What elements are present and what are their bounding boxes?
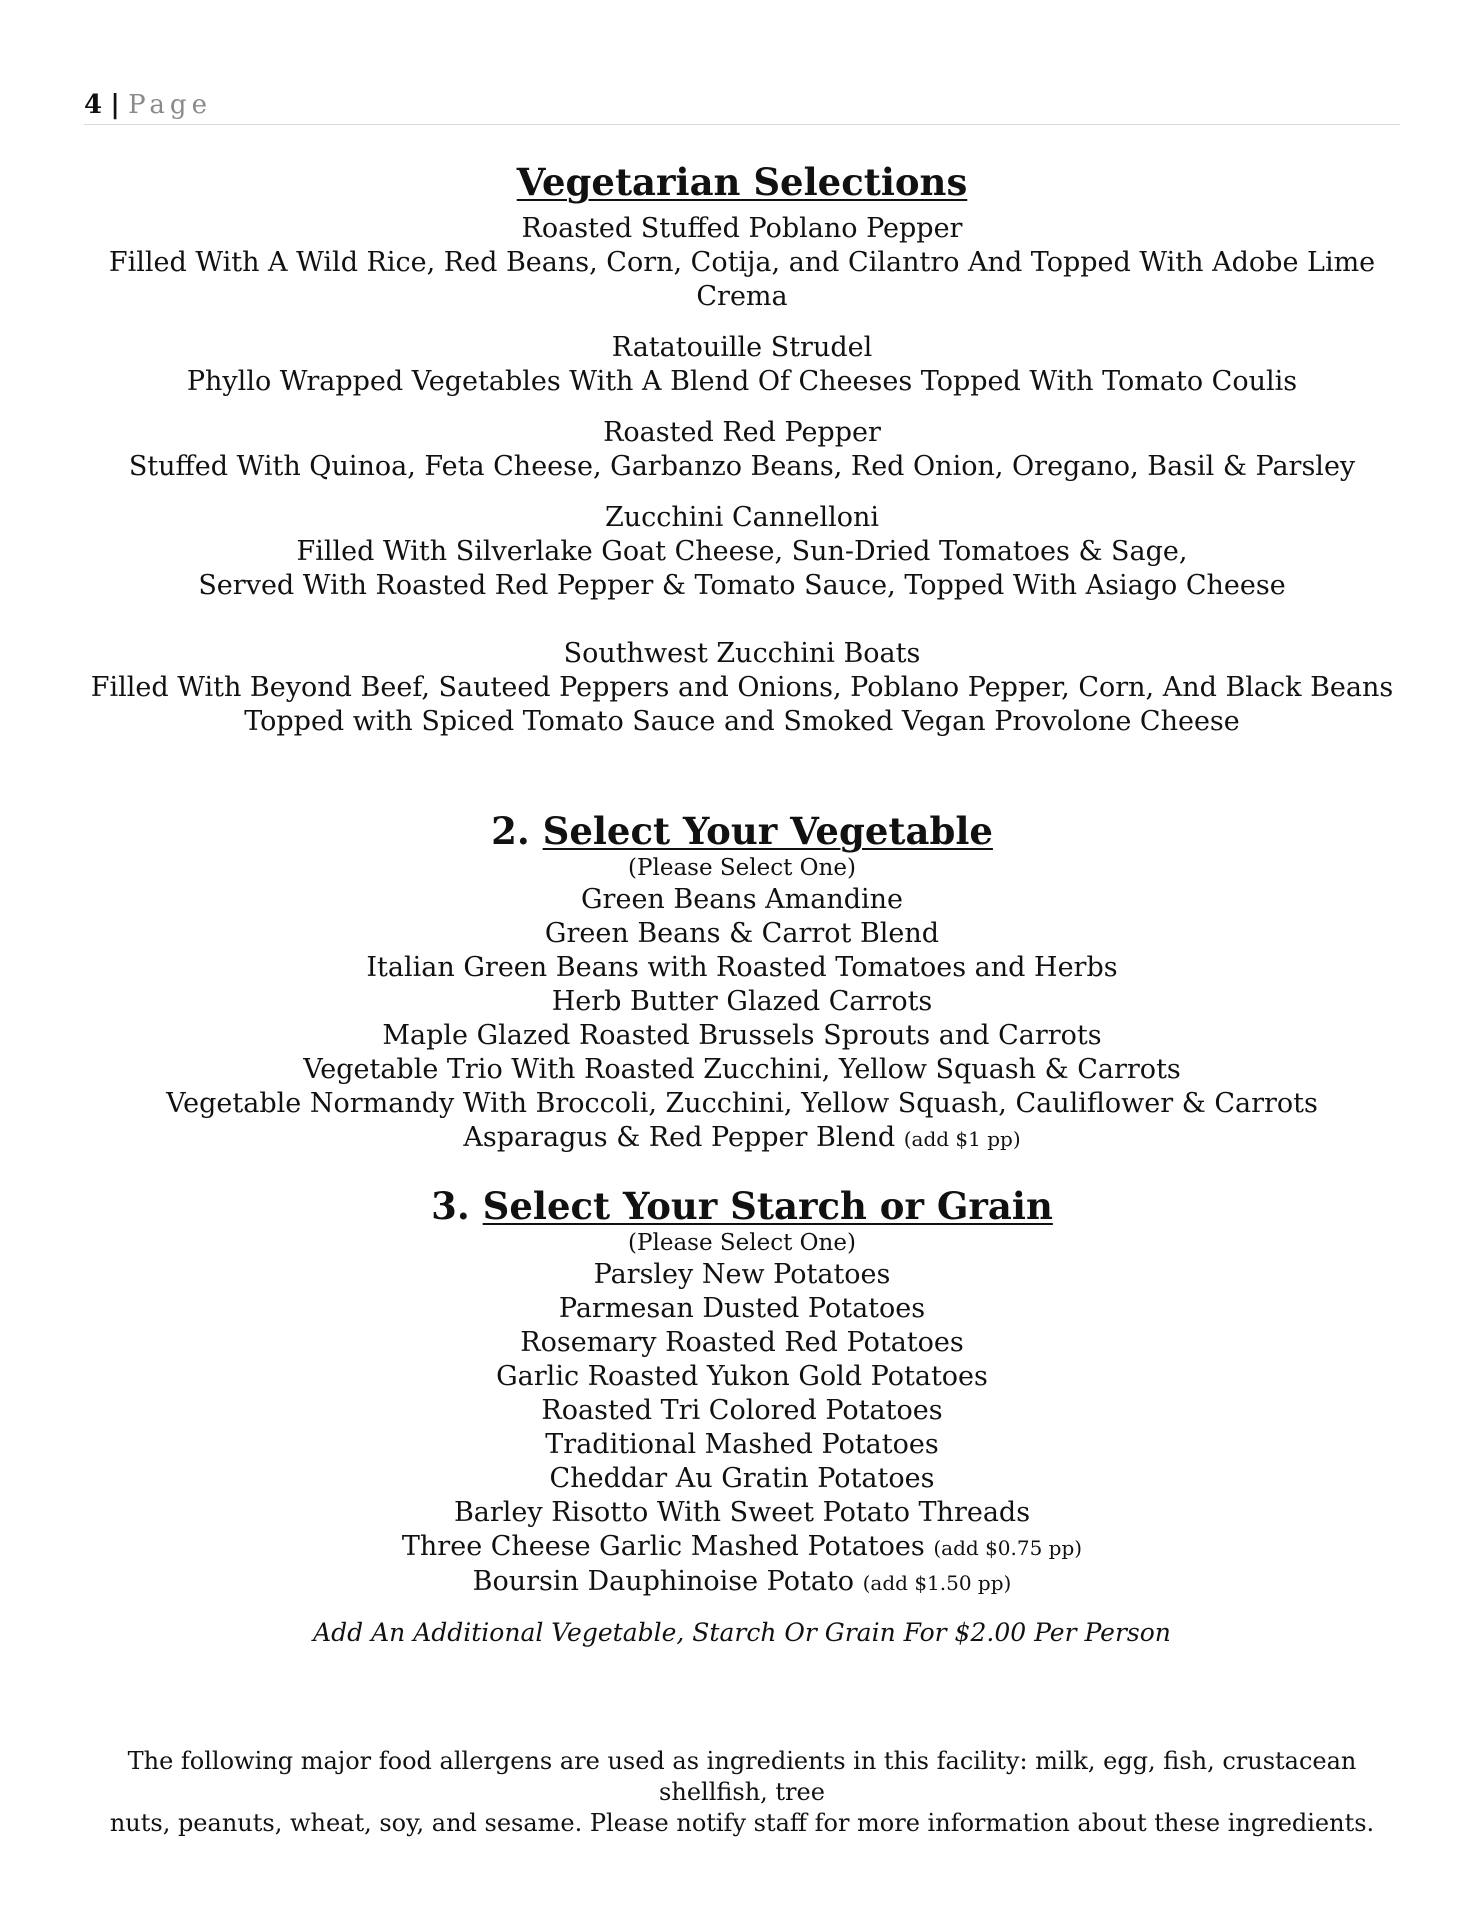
starch-item: Garlic Roasted Yukon Gold Potatoes: [496, 1361, 988, 1392]
page-number: 4: [84, 90, 103, 120]
select-note: (Please Select One): [628, 1230, 856, 1256]
vegetable-title: [84, 809, 1400, 853]
dish-description: Phyllo Wrapped Vegetables With A Blend Of Cheeses Topped With Tomato Coulis: [186, 366, 1298, 397]
dish-name: Ratatouille Strudel: [611, 332, 873, 363]
dish-description: Filled With A Wild Rice, Red Beans, Corn, Cotija, and Cilantro And Topped With Adobe Lime Crema: [108, 247, 1376, 312]
vegetarian-title: Vegetarian Selections: [516, 160, 968, 204]
page-label: Page: [128, 90, 212, 120]
starch-item: Parmesan Dusted Potatoes: [558, 1293, 926, 1324]
starch-item: Roasted Tri Colored Potatoes: [541, 1395, 943, 1426]
allergen-line: The following major food allergens are used as ingredients in this facility: milk, egg, fish, crustacean shellfish, tree: [127, 1747, 1357, 1806]
dish-description: Served With Roasted Red Pepper & Tomato Sauce, Topped With Asiago Cheese: [198, 570, 1286, 601]
select-note: (Please Select One): [628, 855, 856, 881]
item-price-note: (add $0.75 pp): [933, 1536, 1083, 1560]
starch-item: [84, 1530, 1400, 1565]
vegetable-item: Italian Green Beans with Roasted Tomatoes and Herbs: [366, 952, 1118, 983]
allergen-notice: [84, 1746, 1400, 1839]
vegetable-item: Vegetable Normandy With Broccoli, Zucchini, Yellow Squash, Cauliflower & Carrots: [166, 1088, 1318, 1119]
item-price-note: (add $1 pp): [903, 1127, 1021, 1151]
dish-name: Roasted Red Pepper: [603, 417, 881, 448]
item-name: Asparagus & Red Pepper Blend: [463, 1122, 896, 1153]
dish-description: Filled With Silverlake Goat Cheese, Sun-Dried Tomatoes & Sage,: [296, 536, 1188, 567]
page-header: [84, 90, 1400, 125]
section-heading: Select Your Starch or Grain: [482, 1184, 1053, 1228]
menu-content: [84, 160, 1400, 1650]
vegetable-item: Green Beans & Carrot Blend: [544, 918, 940, 949]
item-name: Three Cheese Garlic Mashed Potatoes: [401, 1531, 925, 1562]
starch-title: [84, 1184, 1400, 1228]
dish: [84, 637, 1400, 739]
starch-item: Cheddar Au Gratin Potatoes: [549, 1463, 935, 1494]
starch-item: [84, 1565, 1400, 1600]
vegetable-item: [84, 1121, 1400, 1156]
section-heading: Select Your Vegetable: [542, 809, 993, 853]
page-separator: |: [110, 90, 120, 120]
vegetable-item: Vegetable Trio With Roasted Zucchini, Yellow Squash & Carrots: [303, 1054, 1181, 1085]
dish-description: Stuffed With Quinoa, Feta Cheese, Garbanzo Beans, Red Onion, Oregano, Basil & Parsley: [128, 451, 1356, 482]
dish: [84, 331, 1400, 399]
item-name: Boursin Dauphinoise Potato: [472, 1566, 855, 1597]
dish-name: Roasted Stuffed Poblano Pepper: [521, 213, 963, 244]
starch-item: Rosemary Roasted Red Potatoes: [520, 1327, 964, 1358]
additional-option-note: Add An Additional Vegetable, Starch Or Grain For $2.00 Per Person: [313, 1618, 1171, 1647]
dish-name: Zucchini Cannelloni: [604, 502, 880, 533]
item-price-note: (add $1.50 pp): [862, 1571, 1012, 1595]
starch-item: Parsley New Potatoes: [593, 1259, 891, 1290]
vegetable-item: Maple Glazed Roasted Brussels Sprouts and Carrots: [382, 1020, 1102, 1051]
starch-item: Barley Risotto With Sweet Potato Threads: [453, 1497, 1031, 1528]
section-number: 3.: [431, 1184, 470, 1228]
dish-name: Southwest Zucchini Boats: [563, 638, 921, 669]
dish: [84, 501, 1400, 603]
starch-item: Traditional Mashed Potatoes: [545, 1429, 939, 1460]
dish: [84, 416, 1400, 484]
allergen-line: nuts, peanuts, wheat, soy, and sesame. Please notify staff for more information about these ingredients.: [109, 1809, 1375, 1837]
dish: [84, 212, 1400, 314]
vegetable-item: Herb Butter Glazed Carrots: [551, 986, 933, 1017]
section-number: 2.: [491, 809, 530, 853]
vegetable-item: Green Beans Amandine: [580, 884, 904, 915]
dish-description: Topped with Spiced Tomato Sauce and Smoked Vegan Provolone Cheese: [244, 706, 1240, 737]
dish-description: Filled With Beyond Beef, Sauteed Peppers and Onions, Poblano Pepper, Corn, And Black Beans: [90, 672, 1394, 703]
